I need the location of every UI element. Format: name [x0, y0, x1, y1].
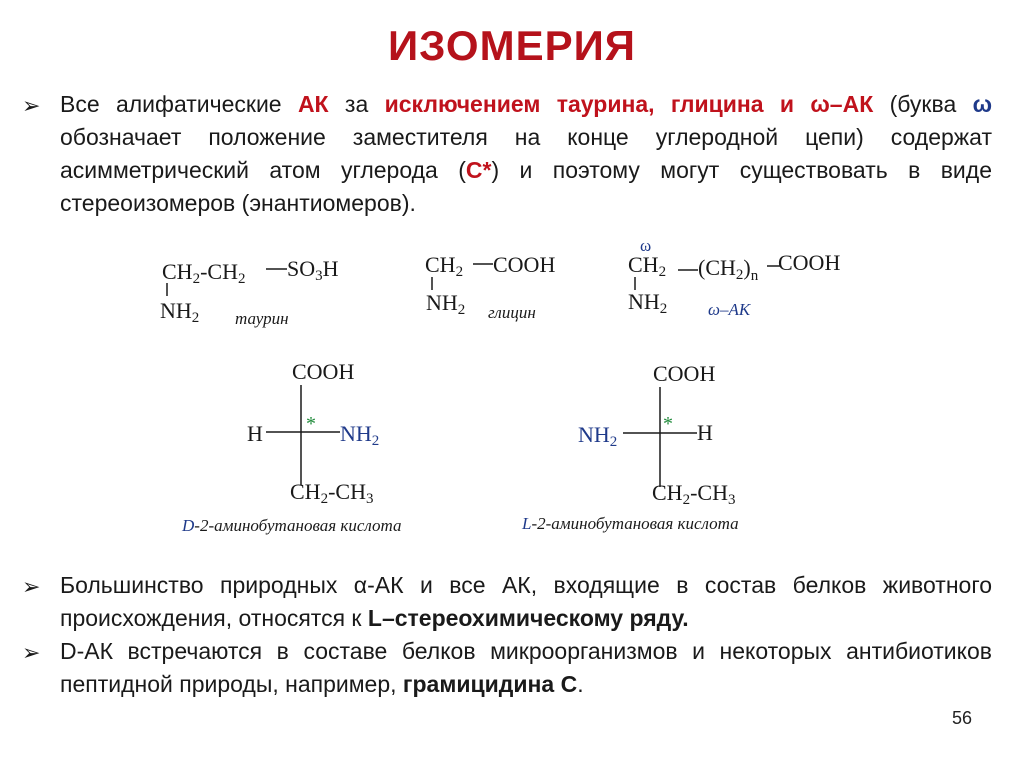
l-ch-sub2: 2 — [682, 492, 691, 508]
bullet-arrow-icon: ➢ — [22, 574, 41, 599]
taurine-so: SO — [287, 256, 316, 281]
taurine-sub2a: 2 — [192, 271, 201, 287]
omega-paren-ch: (CH — [698, 255, 736, 280]
d-ch3: -CH — [328, 479, 366, 504]
paragraph-2 — [60, 569, 992, 635]
p1-text-e: (буква — [889, 91, 973, 117]
svg-text:(CH2)n — [698, 255, 759, 284]
glycine-nh: NH — [426, 290, 458, 315]
l-ch3: -CH — [690, 480, 728, 505]
p1-text-c: за — [328, 91, 385, 117]
omega-sub2: 2 — [658, 264, 667, 280]
taurine-sub3: 3 — [315, 268, 323, 284]
l-cooh: COOH — [653, 361, 716, 386]
d-label-prefix: D — [182, 516, 195, 535]
d-nh: NH — [340, 421, 372, 446]
page-number: 56 — [951, 708, 972, 728]
taurine-ch: CH — [162, 259, 193, 284]
svg-text:CH2 — [425, 252, 463, 280]
l-label-rest: -2-аминобутановая кислота — [531, 514, 739, 533]
svg-text:SO3H — [287, 256, 339, 284]
svg-text:CH2 — [628, 252, 666, 280]
omega-paren-sub2: 2 — [735, 267, 744, 283]
p1-text-a: Все алифатические — [60, 91, 298, 117]
omega-ch: CH — [628, 252, 659, 277]
omega-paren-close: ) — [743, 255, 751, 280]
p1-exception: исключением таурина, глицина и ω–АК — [384, 91, 874, 117]
svg-text:L-2-аминобутановая кислота — [521, 514, 739, 533]
l-ch: CH — [652, 480, 683, 505]
svg-text:NH2 — [578, 422, 617, 450]
taurine-sub2b: 2 — [237, 271, 246, 287]
d-nh-sub2: 2 — [371, 433, 380, 449]
svg-text:NH2 — [426, 290, 465, 318]
omega-nh-sub2: 2 — [659, 301, 668, 317]
taurine-h: H — [322, 256, 339, 281]
taurine-label: таурин — [235, 309, 289, 328]
glycine-structure — [425, 252, 555, 322]
d-ch: CH — [290, 479, 321, 504]
slide-title: ИЗОМЕРИЯ — [387, 22, 636, 69]
glycine-cooh: COOH — [493, 252, 556, 277]
taurine-dash-ch: -CH — [200, 259, 238, 284]
svg-text:NH2 — [628, 289, 667, 317]
l-nh-sub2: 2 — [609, 434, 618, 450]
glycine-nh-sub2: 2 — [457, 302, 466, 318]
svg-text:CH2-CH3 — [290, 479, 373, 507]
svg-text:NH2 — [340, 421, 379, 449]
d-acid-structure — [181, 359, 401, 535]
svg-text:CH2-CH2 — [162, 259, 245, 287]
l-star: * — [663, 413, 673, 435]
p3-period: . — [577, 671, 584, 697]
bullet-arrow-icon: ➢ — [22, 640, 41, 665]
glycine-label: глицин — [488, 303, 536, 322]
l-sub3: 3 — [727, 492, 736, 508]
omega-cooh: COOH — [778, 250, 841, 275]
svg-text:CH2-CH3 — [652, 480, 735, 508]
omega-ak-structure — [628, 236, 840, 319]
p1-omega: ω — [972, 91, 993, 117]
p1-ak: АК — [297, 91, 329, 117]
p2-text: Большинство природных α-АК и все АК, входящие в состав белков животного происхождения, относятся к — [60, 572, 992, 631]
svg-text:D-2-аминобутановая кислота — [181, 516, 401, 535]
d-cooh: COOH — [292, 359, 355, 384]
taurine-nh: NH — [160, 298, 192, 323]
p2-bold: L–стереохимическому ряду. — [367, 605, 689, 631]
d-sub3: 3 — [365, 491, 374, 507]
bullet-arrow-icon: ➢ — [22, 93, 41, 118]
p3-text: D-АК встречаются в составе белков микроорганизмов и некоторых антибиотиков пептидной природы, например, — [60, 638, 992, 697]
l-h: H — [697, 420, 713, 445]
omega-ak-label: ω–АК — [708, 300, 751, 319]
d-h: H — [247, 421, 263, 446]
d-ch-sub2: 2 — [320, 491, 329, 507]
paragraph-3 — [60, 635, 992, 701]
d-label-rest: -2-аминобутановая кислота — [194, 516, 402, 535]
l-nh: NH — [578, 422, 610, 447]
glycine-ch: CH — [425, 252, 456, 277]
taurine-structure — [160, 256, 339, 328]
omega-nh: NH — [628, 289, 660, 314]
omega-n: n — [750, 268, 759, 284]
omega-symbol: ω — [640, 236, 652, 255]
p1-text-g: обозначает положение заместителя на конце углеродной цепи) содержат асимметрический атом углерода ( — [60, 124, 992, 183]
glycine-sub2: 2 — [455, 264, 464, 280]
l-acid-structure — [521, 361, 739, 533]
l-label-prefix: L — [522, 514, 532, 533]
d-star: * — [306, 413, 316, 435]
p1-c-star: С* — [465, 157, 492, 183]
taurine-nh-sub2: 2 — [191, 310, 200, 326]
svg-text:NH2 — [160, 298, 199, 326]
p1-text-i: ) и поэтому могут существовать в виде стереоизомеров (энантиомеров). — [60, 157, 992, 216]
p3-bold: грамицидина С — [402, 671, 578, 697]
